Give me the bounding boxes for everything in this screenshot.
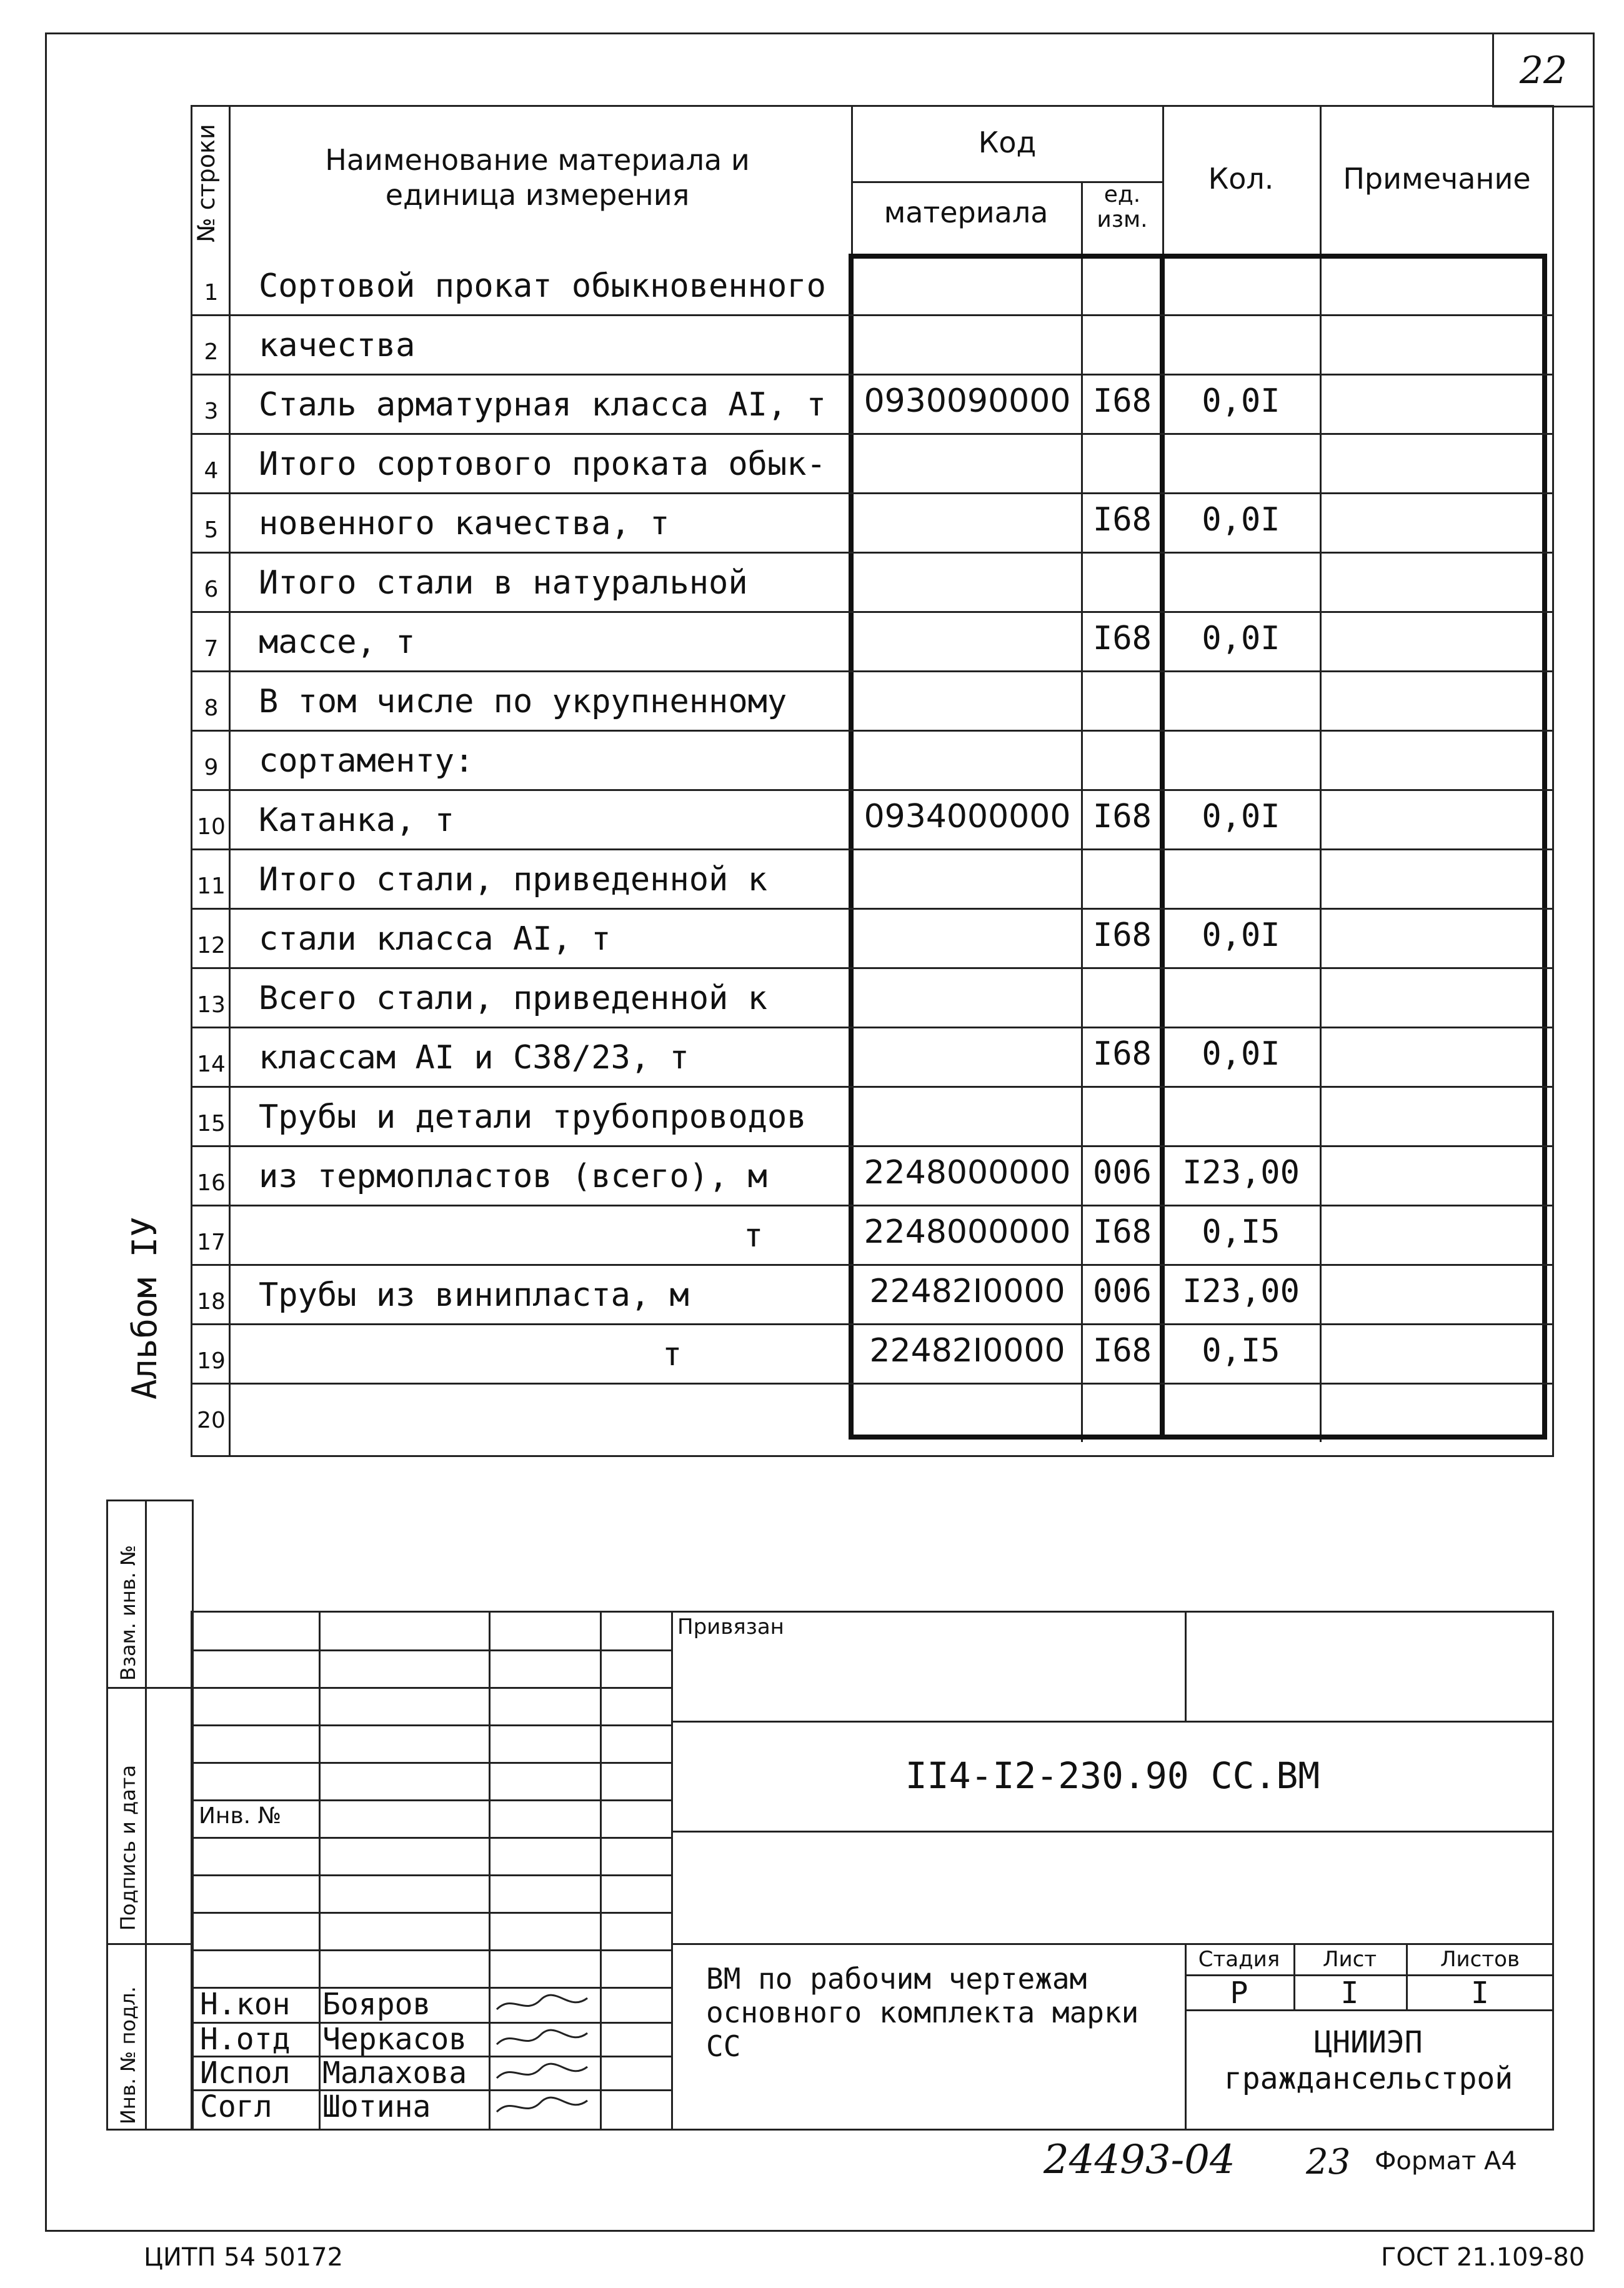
row-name: Всего стали, приведенной к bbox=[259, 980, 767, 1017]
header-rownum: № строки bbox=[192, 124, 220, 242]
handwritten-number: 24493-04 bbox=[1044, 2137, 1235, 2183]
header-qty: Кол. bbox=[1208, 162, 1274, 196]
header-code: Код bbox=[978, 126, 1037, 159]
signatory-name: Шотина bbox=[322, 2089, 431, 2124]
sheets-label: Листов bbox=[1440, 1947, 1520, 1972]
signature bbox=[494, 1991, 594, 2024]
row-name: В том числе по укрупненному bbox=[259, 683, 787, 720]
row-name: стали класса AI, т bbox=[259, 920, 611, 958]
row-number: 4 bbox=[204, 458, 219, 484]
row-divider bbox=[191, 1086, 1554, 1088]
row-name: Трубы и детали трубопроводов bbox=[259, 1098, 807, 1136]
signature bbox=[494, 2026, 594, 2059]
header-name: Наименование материала и единица измерения bbox=[325, 143, 750, 212]
tb-v-privyazan bbox=[1185, 1611, 1187, 1721]
row-quantity: 0,0I bbox=[1202, 501, 1280, 539]
footer-left: ЦИТП 54 50172 bbox=[144, 2243, 344, 2272]
side-stamp-line-2 bbox=[106, 1943, 194, 1945]
materials-table bbox=[191, 105, 1554, 1457]
sheet-number: 22 bbox=[1519, 49, 1568, 92]
row-number: 15 bbox=[197, 1111, 226, 1137]
thick-mid bbox=[1160, 254, 1165, 1440]
thick-right bbox=[1542, 254, 1547, 1440]
signature bbox=[494, 2093, 594, 2126]
row-quantity: I23,00 bbox=[1182, 1273, 1300, 1310]
row-name: Сортовой прокат обыкновенного bbox=[259, 267, 826, 305]
row-divider bbox=[191, 1027, 1554, 1028]
row-quantity: I23,00 bbox=[1182, 1154, 1300, 1191]
signatory-role: Н.кон bbox=[200, 1987, 291, 2022]
row-name: новенного качества, т bbox=[259, 505, 670, 542]
signatory-name: Малахова bbox=[322, 2056, 467, 2091]
tb-h-title bbox=[671, 1943, 1554, 1945]
row-quantity: 0,0I bbox=[1202, 620, 1280, 657]
header-note: Примечание bbox=[1343, 162, 1531, 196]
row-quantity: 0,I5 bbox=[1202, 1332, 1280, 1370]
organization: ЦНИИЭП граждансельстрой bbox=[1223, 2025, 1513, 2096]
row-unit-code: I68 bbox=[1093, 1213, 1152, 1251]
row-material-code: 0930090000 bbox=[864, 382, 1071, 420]
row-divider bbox=[191, 433, 1554, 435]
row-quantity: 0,0I bbox=[1202, 1035, 1280, 1073]
signature bbox=[494, 2059, 594, 2092]
header-code-unit: ед. изм. bbox=[1097, 182, 1148, 232]
row-name: т bbox=[662, 1336, 682, 1373]
row-number: 9 bbox=[204, 755, 219, 780]
row-divider bbox=[191, 1205, 1554, 1206]
side-podpis: Подпись и дата bbox=[116, 1764, 140, 1931]
row-name: из термопластов (всего), м bbox=[259, 1158, 767, 1195]
row-number: 13 bbox=[197, 992, 226, 1018]
row-number: 19 bbox=[197, 1348, 226, 1374]
row-number: 11 bbox=[197, 873, 226, 899]
row-divider bbox=[191, 908, 1554, 910]
tb-grid-3 bbox=[191, 1724, 672, 1726]
row-divider bbox=[191, 1145, 1554, 1147]
sheet-label: Лист bbox=[1322, 1947, 1377, 1972]
row-divider bbox=[191, 374, 1554, 376]
thick-bottom bbox=[849, 1435, 1547, 1440]
inv-no-label: Инв. № bbox=[199, 1803, 282, 1829]
row-number: 2 bbox=[204, 339, 219, 365]
row-quantity: 0,0I bbox=[1202, 798, 1280, 835]
row-divider bbox=[191, 552, 1554, 554]
row-unit-code: I68 bbox=[1093, 1332, 1152, 1370]
row-number: 3 bbox=[204, 399, 219, 424]
stage-value: Р bbox=[1230, 1976, 1248, 2011]
row-number: 12 bbox=[197, 933, 226, 958]
side-vzam: Взам. инв. № bbox=[116, 1544, 140, 1681]
row-divider bbox=[191, 611, 1554, 613]
row-quantity: 0,0I bbox=[1202, 382, 1280, 420]
doc-code: II4-I2-230.90 СС.ВМ bbox=[905, 1754, 1320, 1797]
row-number: 1 bbox=[204, 280, 219, 306]
tb-h-code bbox=[671, 1831, 1554, 1833]
row-name: Итого стали, приведенной к bbox=[259, 861, 767, 898]
signatory-name: Бояров bbox=[322, 1987, 431, 2022]
row-name: Катанка, т bbox=[259, 802, 455, 839]
row-material-code: 2248000000 bbox=[864, 1154, 1071, 1191]
tb-grid-6 bbox=[191, 1837, 672, 1839]
col-line-rownum bbox=[229, 105, 231, 1457]
row-number: 17 bbox=[197, 1230, 226, 1255]
row-unit-code: I68 bbox=[1093, 917, 1152, 954]
row-name: Сталь арматурная класса AI, т bbox=[259, 386, 826, 424]
thick-left bbox=[849, 254, 854, 1440]
row-number: 5 bbox=[204, 517, 219, 543]
row-divider bbox=[191, 670, 1554, 672]
row-divider bbox=[191, 967, 1554, 969]
row-number: 10 bbox=[197, 814, 226, 840]
row-unit-code: I68 bbox=[1093, 501, 1152, 539]
sheet-value: I bbox=[1340, 1976, 1359, 2011]
row-unit-code: I68 bbox=[1093, 382, 1152, 420]
row-unit-code: I68 bbox=[1093, 620, 1152, 657]
row-material-code: 22482I0000 bbox=[869, 1273, 1065, 1310]
stage-label: Стадия bbox=[1198, 1947, 1280, 1972]
row-number: 16 bbox=[197, 1170, 226, 1196]
tb-grid-5 bbox=[191, 1799, 672, 1801]
row-number: 8 bbox=[204, 695, 219, 721]
row-material-code: 0934000000 bbox=[864, 798, 1071, 835]
row-divider bbox=[191, 314, 1554, 316]
row-material-code: 22482I0000 bbox=[869, 1332, 1065, 1370]
row-divider bbox=[191, 789, 1554, 791]
row-unit-code: 006 bbox=[1093, 1154, 1152, 1191]
row-number: 18 bbox=[197, 1289, 226, 1315]
row-name: сортаменту: bbox=[259, 742, 474, 780]
row-divider bbox=[191, 1383, 1554, 1385]
tb-grid-4 bbox=[191, 1762, 672, 1764]
signatory-role: Согл bbox=[200, 2089, 272, 2124]
tb-grid-7 bbox=[191, 1874, 672, 1876]
row-name: массе, т bbox=[259, 624, 416, 661]
row-quantity: 0,0I bbox=[1202, 917, 1280, 954]
signatory-role: Испол bbox=[200, 2056, 291, 2091]
side-stamp-divider bbox=[145, 1500, 147, 2131]
tb-h-privyazan bbox=[671, 1721, 1554, 1723]
thick-top bbox=[849, 254, 1547, 259]
side-stamp-line-1 bbox=[106, 1687, 194, 1689]
footer-right: ГОСТ 21.109-80 bbox=[1381, 2243, 1585, 2272]
side-inv-podl: Инв. № подл. bbox=[116, 1986, 140, 2124]
album-label: Альбом IУ bbox=[125, 1216, 164, 1400]
format-label: Формат А4 bbox=[1375, 2147, 1517, 2176]
col-line-unit bbox=[1081, 181, 1083, 255]
row-divider bbox=[191, 730, 1554, 732]
row-divider bbox=[191, 492, 1554, 494]
handwritten-page: 23 bbox=[1306, 2142, 1351, 2182]
row-unit-code: I68 bbox=[1093, 1035, 1152, 1073]
signatory-role: Н.отд bbox=[200, 2022, 291, 2057]
row-quantity: 0,I5 bbox=[1202, 1213, 1280, 1251]
tb-grid-2 bbox=[191, 1687, 672, 1689]
row-material-code: 2248000000 bbox=[864, 1213, 1071, 1251]
tb-grid-1 bbox=[191, 1649, 672, 1651]
row-number: 7 bbox=[204, 636, 219, 662]
row-divider bbox=[191, 1323, 1554, 1325]
row-divider bbox=[191, 1264, 1554, 1266]
signatory-name: Черкасов bbox=[322, 2022, 467, 2057]
row-name: Итого стали в натуральной bbox=[259, 564, 748, 602]
row-unit-code: I68 bbox=[1093, 798, 1152, 835]
row-name: Трубы из винипласта, м bbox=[259, 1276, 689, 1314]
doc-title: ВМ по рабочим чертежам основного комплекта марки СС bbox=[706, 1962, 1139, 2063]
row-number: 6 bbox=[204, 577, 219, 602]
row-name: т bbox=[744, 1217, 764, 1255]
row-divider bbox=[191, 848, 1554, 850]
row-name: качества bbox=[259, 327, 416, 364]
row-name: Итого сортового проката обык- bbox=[259, 445, 826, 483]
row-unit-code: 006 bbox=[1093, 1273, 1152, 1310]
row-number: 14 bbox=[197, 1052, 226, 1077]
sheets-value: I bbox=[1471, 1976, 1489, 2011]
row-number: 20 bbox=[197, 1408, 226, 1433]
header-code-material: материала bbox=[884, 196, 1049, 229]
tb-grid-9 bbox=[191, 1949, 672, 1951]
tb-grid-8 bbox=[191, 1912, 672, 1914]
privyazan-label: Привязан bbox=[677, 1614, 784, 1639]
row-name: классам AI и С38/23, т bbox=[259, 1039, 689, 1077]
